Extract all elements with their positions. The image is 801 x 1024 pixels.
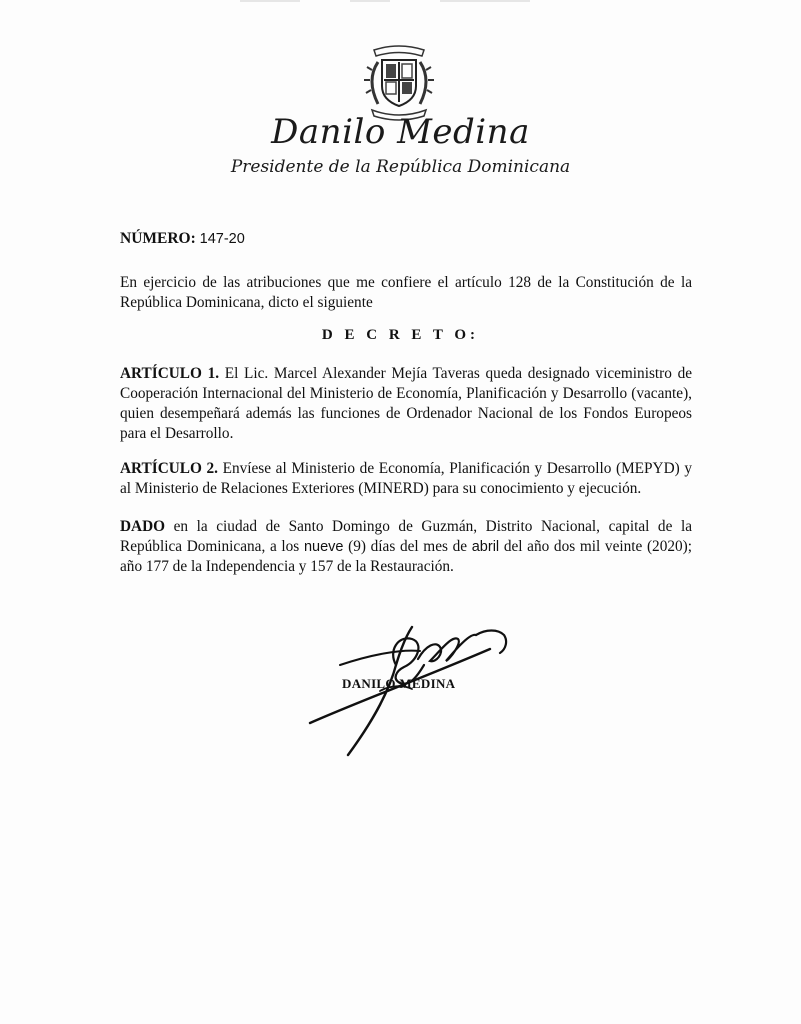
article-2-text: Envíese al Ministerio de Economía, Planificación y Desarrollo (MEPYD) y al Ministerio de Relaciones Exteriores (MINERD) para su conocimiento y ejecución. [120, 460, 692, 497]
given-label: DADO [120, 518, 166, 535]
given-text-b: (9) días del mes de [348, 538, 468, 555]
intro-paragraph: En ejercicio de las atribuciones que me confiere el artículo 128 de la Constitución de la República Dominicana, dicto el siguiente [120, 274, 692, 311]
article-1-label: ARTÍCULO 1. [120, 365, 220, 382]
article-1 [120, 364, 692, 444]
letterhead-title: Presidente de la República Dominicana [230, 157, 571, 177]
given-text-c: del año dos mil veinte (2020); año 177 de la Independencia y 157 de la Restauración. [120, 538, 692, 575]
article-1-text: El Lic. Marcel Alexander Mejía Taveras queda designado viceministro de Cooperación Internacional del Ministerio de Economía, Planificación y Desarrollo (vacante), quien desempeñará además las funciones de Ordenador Nacional de los Fondos Europeos para el Desarrollo. [120, 365, 693, 442]
given-paragraph [120, 517, 692, 577]
decree-number-label: NÚMERO: [120, 230, 196, 247]
article-2-label: ARTÍCULO 2. [120, 460, 218, 477]
decree-number [120, 230, 245, 248]
signer-name: DANILO MEDINA [342, 676, 456, 691]
scan-artifact [240, 0, 560, 4]
letterhead-name: Danilo Medina [271, 112, 530, 152]
article-2 [120, 459, 692, 499]
given-text-a: en la ciudad de Santo Domingo de Guzmán, Distrito Nacional, capital de la República Dominicana, a los [120, 518, 692, 555]
decree-heading: D E C R E T O: [321, 327, 480, 343]
decree-number-value: 147-20 [199, 231, 245, 247]
given-month: abril [471, 539, 500, 555]
given-day: nueve [303, 539, 344, 555]
signature-icon [300, 605, 520, 765]
